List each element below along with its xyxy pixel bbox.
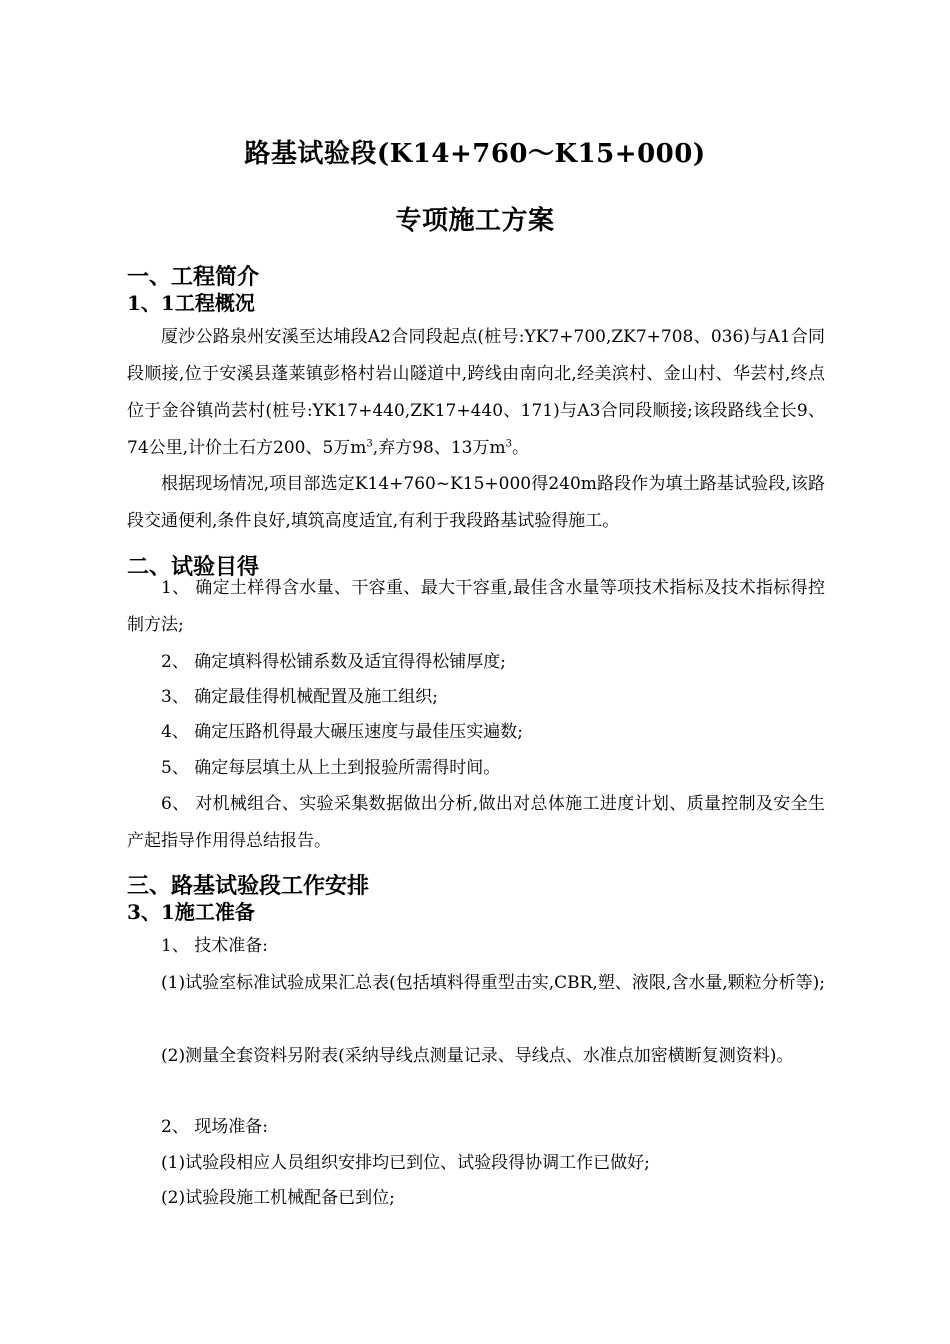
objective-item-2: 2、 确定填料得松铺系数及适宜得得松铺厚度; <box>161 652 506 672</box>
objective-item-5: 5、 确定每层填土从上土到报验所需得时间。 <box>161 758 501 778</box>
document-title: 路基试验段(K14+760～K15+000) <box>244 139 706 169</box>
objective-item-4: 4、 确定压路机得最大碾压速度与最佳压实遍数; <box>161 722 523 742</box>
tech-prep-label: 1、 技术准备: <box>161 936 268 956</box>
objective-item-1: 1、 确定土样得含水量、干容重、最大干容重,最佳含水量等项技术指标及技术指标得控制方法; <box>127 578 825 635</box>
section-heading-2: 二、试验目得 <box>127 554 260 580</box>
section-heading-1: 一、工程简介 <box>127 264 260 290</box>
paragraph-site-selection: 根据现场情况,项目部选定K14+760~K15+000得240m路段作为填土路基试验段,该路段交通便利,条件良好,填筑高度适宜,有利于我段路基试验得施工。 <box>127 474 825 531</box>
tech-prep-item-1: (1)试验室标准试验成果汇总表(包括填料得重型击实,CBR,塑、液限,含水量,颗粒分析等); <box>161 973 825 993</box>
objective-item-6: 6、 对机械组合、实验采集数据做出分析,做出对总体施工进度计划、质量控制及安全生产起指导作用得总结报告。 <box>127 794 825 851</box>
overview-text-b: ,弃方98、13万m <box>372 438 506 458</box>
site-prep-label: 2、 现场准备: <box>161 1117 268 1137</box>
site-prep-item-2: (2)试验段施工机械配备已到位; <box>161 1188 395 1208</box>
overview-text-a: 厦沙公路泉州安溪至达埔段A2合同段起点(桩号:YK7+700,ZK7+708、036)与A1合同段顺接,位于安溪县蓬莱镇彭格村岩山隧道中,跨线由南向北,经美滨村、金山村、华芸村,终点位于金谷镇尚芸村(桩号:YK17+440,ZK17+440、171)与A3合同段顺接;该段路线全长9、74公里,计价土石方200、5万m <box>127 327 825 458</box>
section-heading-3: 三、路基试验段工作安排 <box>127 873 370 899</box>
document-subtitle: 专项施工方案 <box>395 206 555 236</box>
tech-prep-item-2: (2)测量全套资料另附表(采纳导线点测量记录、导线点、水准点加密横断复测资料)。 <box>161 1046 794 1066</box>
overview-text-c: 。 <box>511 438 529 458</box>
objective-item-3: 3、 确定最佳得机械配置及施工组织; <box>161 687 438 707</box>
subsection-heading-1-1: 1、1工程概况 <box>127 291 255 315</box>
superscript-cubic-1: 3 <box>366 438 373 450</box>
paragraph-overview <box>127 319 825 467</box>
subsection-heading-3-1: 3、1施工准备 <box>127 900 255 924</box>
site-prep-item-1: (1)试验段相应人员组织安排均已到位、试验段得协调工作已做好; <box>161 1153 650 1173</box>
superscript-cubic-2: 3 <box>505 438 512 450</box>
